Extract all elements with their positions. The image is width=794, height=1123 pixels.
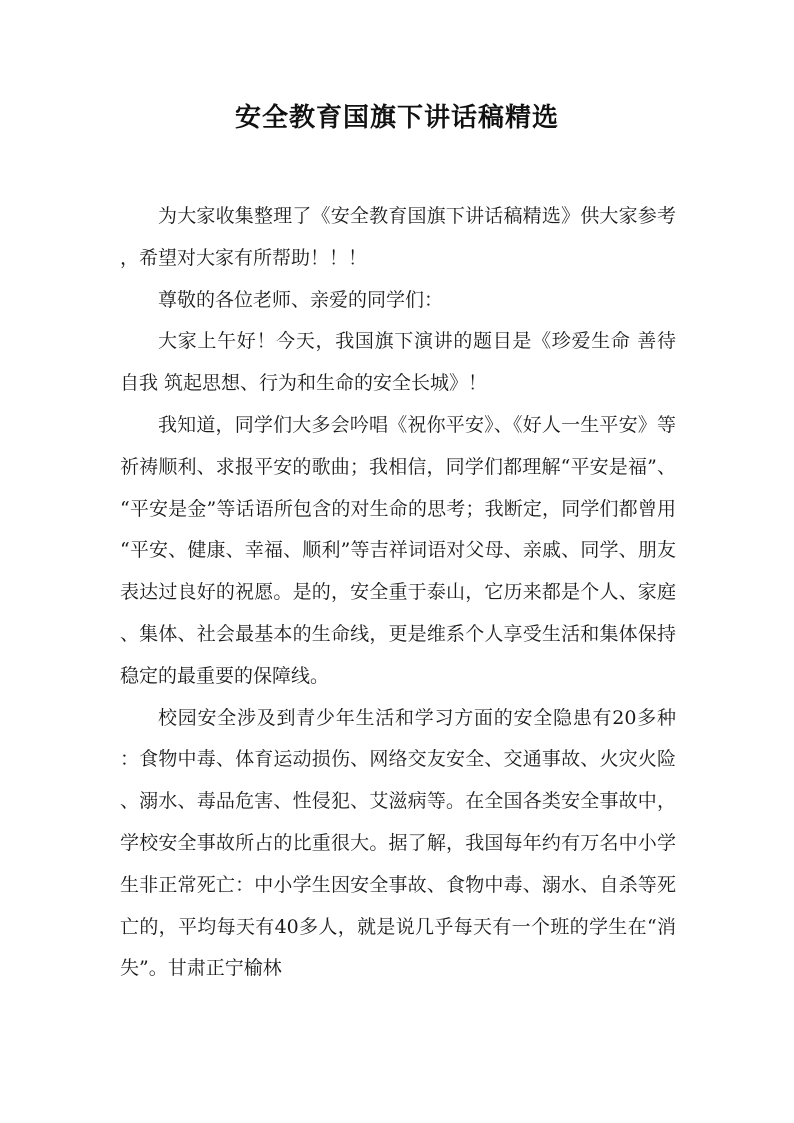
paragraph-safety-blessing: 我知道，同学们大多会吟唱《祝你平安》、《好人一生平安》等祈祷顺利、求报平安的歌曲；我相信，同学们都理解“平安是福”、“平安是金”等话语所包含的对生命的思考；我断定，同学们都曾用“平安、健康、幸福、顺利”等吉祥词语对父母、亲戚、同学、朋友表达过良好的祝愿。是的，安全重于泰山，它历来都是个人、家庭、集体、社会最基本的生命线，更是维系个人享受生活和集体保持稳定的最重要的保障线。 (120, 413, 676, 687)
paragraph-intro: 为大家收集整理了《安全教育国旗下讲话稿精选》供大家参考，希望对大家有所帮助！！！ (120, 205, 676, 269)
paragraph-salutation: 尊敬的各位老师、亲爱的同学们： (158, 288, 444, 311)
document-body (120, 196, 676, 990)
paragraph-greeting: 大家上午好！今天，我国旗下演讲的题目是《珍爱生命 善待自我 筑起思想、行为和生命的安全长城》！ (120, 330, 676, 395)
document-title: 安全教育国旗下讲话稿精选 (234, 103, 559, 133)
paragraph-campus-safety: 校园安全涉及到青少年生活和学习方面的安全隐患有20多种：食物中毒、体育运动损伤、网络交友安全、交通事故、火灾火险、溺水、毒品危害、性侵犯、艾滋病等。在全国各类安全事故中，学校安全事故所占的比重很大。据了解，我国每年约有万名中小学生非正常死亡：中小学生因安全事故、食物中毒、溺水、自杀等死亡的，平均每天有40多人，就是说几乎每天有一个班的学生在“消失”。甘肃正宁榆林 (120, 706, 676, 980)
